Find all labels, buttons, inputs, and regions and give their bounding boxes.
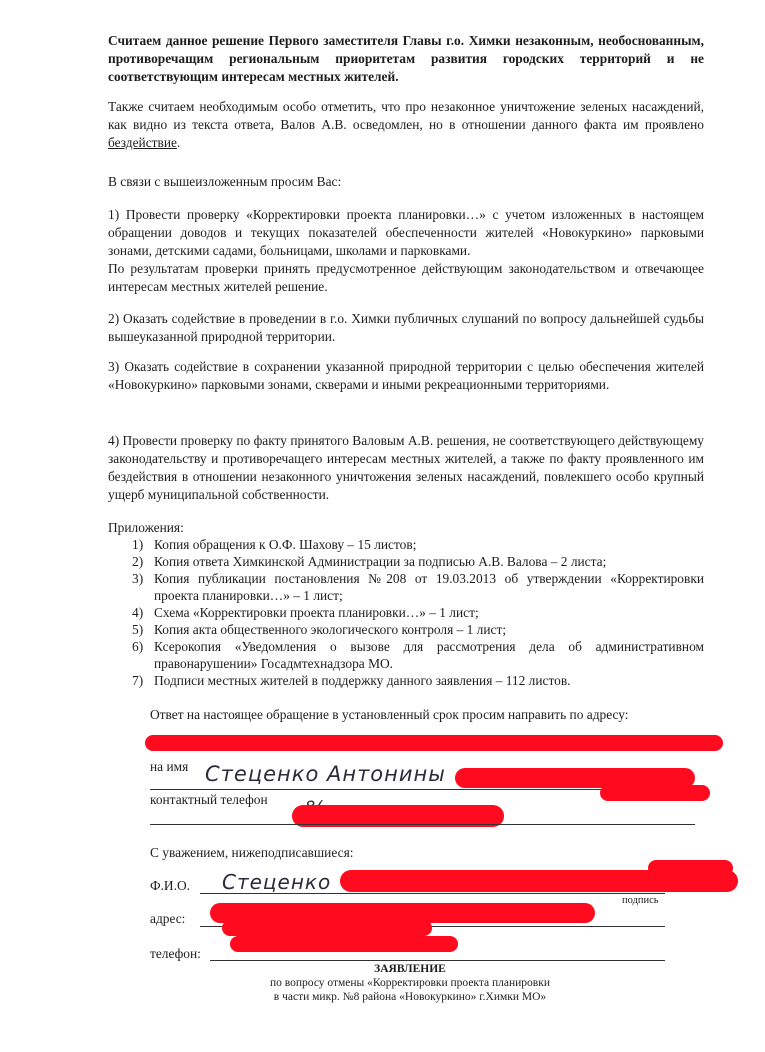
signature-caption: подпись bbox=[622, 895, 659, 906]
phone-line bbox=[150, 824, 695, 825]
phone-label: телефон: bbox=[150, 946, 201, 961]
address-label: адрес: bbox=[150, 911, 186, 926]
appendix-item: 7) Подписи местных жителей в поддержку данного заявления – 112 листов. bbox=[132, 673, 571, 688]
appendix-list bbox=[132, 536, 704, 689]
statement-title: ЗАЯВЛЕНИЕ bbox=[374, 963, 446, 975]
appendix-item: 6) Ксерокопия «Уведомления о вызове для рассмотрения дела об административном правонарушении» Госадмтехнадзора МО. bbox=[132, 639, 704, 671]
appendix-title: Приложения: bbox=[108, 520, 184, 535]
paragraph-conclusion: Считаем данное решение Первого заместителя Главы г.о. Химки незаконным, необоснованным, противоречащим региональным приоритетам развития городских территорий и не соответствующим интересам местных жителей. bbox=[108, 33, 704, 84]
underlined-word-inaction: бездействие bbox=[108, 135, 177, 150]
request-item-2: 2) Оказать содействие в проведении в г.о. Химки публичных слушаний по вопросу дальнейшей судьбы вышеуказанной природной территории. bbox=[108, 311, 704, 344]
paragraph-inaction-end: . bbox=[176, 135, 181, 150]
request-item-4: 4) Провести проверку по факту принятого Валовым А.В. решения, не соответствующего действующему законодательству и противоречащего интересам местных жителей, а также по факту проявленного им бездействия в отношении незаконного уничтожения зеленых насаждений, повлекшего особо крупный ущерб муниципальной собственности. bbox=[108, 433, 704, 502]
handwritten-surname: Стеценко bbox=[222, 870, 332, 894]
statement-subtitle-2: в части микр. №8 района «Новокуркино» г.Химки МО» bbox=[273, 991, 547, 1003]
appendix-item: 2) Копия ответа Химкинской Администрации за подписью А.В. Валова – 2 листа; bbox=[132, 554, 607, 569]
paragraph-inaction bbox=[108, 98, 704, 152]
signer-phone-line bbox=[210, 960, 665, 961]
reply-request-text: Ответ на настоящее обращение в установленный срок просим направить по адресу: bbox=[150, 707, 629, 722]
request-item-1-result: По результатам проверки принять предусмотренное действующим законодательством и отвечающее интересам местных жителей решение. bbox=[108, 261, 704, 294]
redaction-address bbox=[145, 735, 723, 751]
fio-label: Ф.И.О. bbox=[150, 878, 190, 893]
redaction-signature bbox=[648, 860, 733, 876]
appendix-item: 1) Копия обращения к О.Ф. Шахову – 15 листов; bbox=[132, 537, 417, 552]
request-item-3: 3) Оказать содействие в сохранении указанной природной территории с целью обеспечения жителей «Новокуркино» парковыми зонами, скверами и иными рекреационными территориями. bbox=[108, 359, 704, 392]
request-item-1: 1) Провести проверку «Корректировки проекта планировки…» с учетом изложенных в настоящем обращении доводов и текущих показателей обеспеченности жителей «Новокуркино» парковыми зонами, детскими садами, больницами, школами и парковками. bbox=[108, 207, 704, 258]
appendix-item: 5) Копия акта общественного экологического контроля – 1 лист; bbox=[132, 622, 507, 637]
redaction-name-extra bbox=[600, 785, 710, 801]
paragraph-inaction-text: Также считаем необходимым особо отметить, что про незаконное уничтожение зеленых насаждений, как видно из текста ответа, Валов А.В. осведомлен, но в отношении данного факта им проявлено bbox=[108, 99, 704, 132]
redaction-signer-address-2 bbox=[222, 920, 432, 936]
redaction-signer-phone bbox=[230, 936, 458, 952]
statement-subtitle-1: по вопросу отмены «Корректировки проекта планировки bbox=[270, 977, 550, 989]
paragraph-request-intro: В связи с вышеизложенным просим Вас: bbox=[108, 174, 342, 189]
appendix-item: 4) Схема «Корректировки проекта планировки…» – 1 лист; bbox=[132, 605, 479, 620]
signatures-intro: С уважением, нижеподписавшиеся: bbox=[150, 845, 354, 860]
name-label: на имя bbox=[150, 759, 189, 774]
appendix-item: 3) Копия публикации постановления №208 от 19.03.2013 об утверждении «Корректировки проекта планировки…» – 1 лист; bbox=[132, 571, 704, 603]
statement-heading bbox=[200, 962, 620, 1004]
contact-phone-label: контактный телефон bbox=[150, 792, 268, 807]
handwritten-name: Стеценко Антонины bbox=[205, 762, 446, 786]
fio-line bbox=[200, 893, 665, 894]
